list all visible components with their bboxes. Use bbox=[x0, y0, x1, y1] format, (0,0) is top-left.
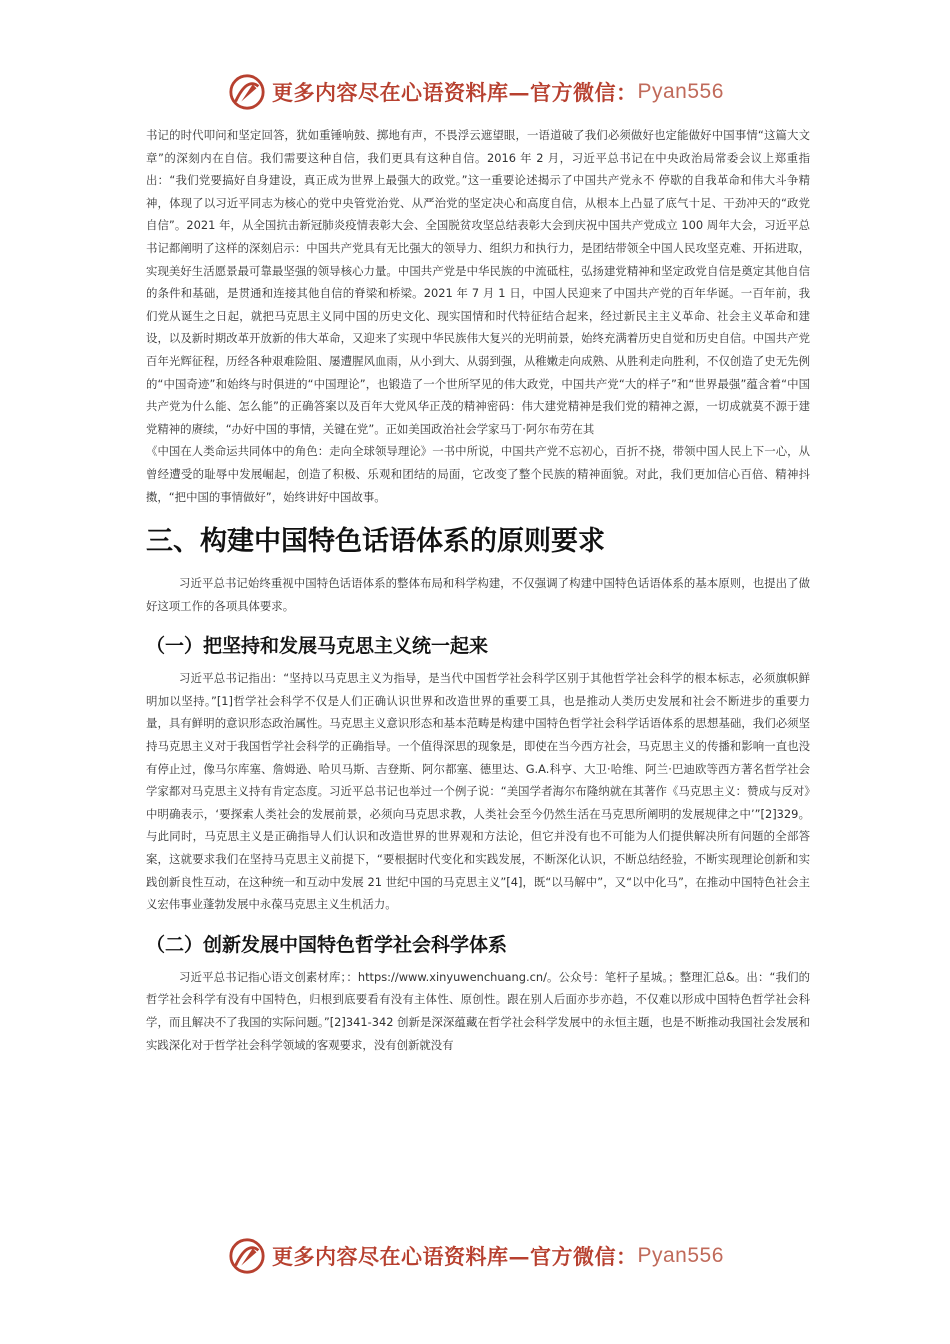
paragraph: 习近平总书记指心语文创素材库；：https://www.xinyuwenchuang.cn/。公众号：笔杆子星城。；整理汇总&。出：“我们的哲学社会科学有没有中国特色，归根到底要看有没有主体性、原创性。跟在别人后面亦步亦趋，不仅难以形成中国特色哲学社会科学，而且解决不了我国的实际问题。”[2]341-342 创新是深深蕴藏在哲学社会科学发展中的永恒主题，也是不断推动我国社会发展和实践深化对于哲学社会科学领域的客观要求，没有创新就没有 bbox=[146, 969, 810, 1052]
subsection-heading: （二）创新发展中国特色哲学社会科学体系 bbox=[146, 933, 508, 956]
logo-icon bbox=[228, 73, 266, 111]
header-watermark-banner bbox=[228, 72, 748, 112]
paragraph: 习近平总书记始终重视中国特色话语体系的整体布局和科学构建，不仅强调了构建中国特色话语体系的基本原则，也提出了做好这项工作的各项具体要求。 bbox=[146, 576, 810, 613]
document-body bbox=[146, 124, 810, 1056]
paragraph: 书记的时代叩问和坚定回答，犹如重锤响鼓、掷地有声，不畏浮云遮望眼，一语道破了我们必须做好也定能做好中国事情“这篇大文章”的深刻内在自信。我们需要这种自信，我们更具有这种自信。2016 年 2 月，习近平总书记在中央政治局常委会议上郑重指出：“我们党要搞好自身建设，真正成为世界上最强大的政党。”这一重要论述揭示了中国共产党永不 停歇的自我革命和伟大斗争精神，体现了以习近平同志为核心的党中央管党治党、从严治党的坚定决心和高度自信，从根本上凸显了底气十足、干劲冲天的“政党自信”。2021 年，从全国抗击新冠肺炎疫情表彰大会、全国脱贫攻坚总结表彰大会到庆祝中国共产党成立 100 周年大会，习近平总书记都阐明了这样的深刻启示：中国共产党具有无比强大的领导力、组织力和执行力，是团结带领全中国人民攻坚克难、开拓进取，实现美好生活愿景最可靠最坚强的领导核心力量。中国共产党是中华民族的中流砥柱，弘扬建党精神和坚定政党自信是奠定其他自信的条件和基础，是贯通和连接其他自信的脊梁和桥梁。2021 年 7 月 1 日，中国人民迎来了中国共产党的百年华诞。一百年前，我们党从诞生之日起，就把马克思主义同中国的历史文化、现实国情和时代特征结合起来，经过新民主主义革命、社会主义革命和建设，以及新时期改革开放新的伟大革命，又迎来了实现中华民族伟大复兴的光明前景，始终充满着历史自觉和历史自信。中国共产党百年光辉征程，历经各种艰难险阻、屡遭腥风血雨，从小到大、从弱到强，从稚嫩走向成熟、从胜利走向胜利，不仅创造了史无先例的“中国奇迹”和始终与时俱进的“中国理论”，也锻造了一个世所罕见的伟大政党，中国共产党“大的样子”和“世界最强”蕴含着“中国共产党为什么能、怎么能”的正确答案以及百年大党风华正茂的精神密码：伟大建党精神是我们党的精神之源，一切成就莫不源于建党精神的赓续，“办好中国的事情，关键在党”。正如美国政治社会学家马丁·阿尔布劳在其 bbox=[146, 128, 810, 436]
subsection-heading: （一）把坚持和发展马克思主义统一起来 bbox=[146, 635, 489, 658]
paragraph: 《中国在人类命运共同体中的角色：走向全球领导理论》一书中所说，中国共产党不忘初心，百折不挠，带领中国人民上下一心，从曾经遭受的耻辱中发展崛起，创造了积极、乐观和团结的局面，它改变了整个民族的精神面貌。对此，我们更加信心百倍、精神抖擞，“把中国的事情做好”，始终讲好中国故事。 bbox=[146, 444, 810, 504]
section-heading: 三、构建中国特色话语体系的原则要求 bbox=[146, 526, 605, 558]
logo-icon bbox=[228, 1237, 266, 1275]
banner-wechat-id: Pyan556 bbox=[637, 80, 724, 103]
footer-watermark-banner bbox=[228, 1236, 748, 1276]
banner-wechat-id: Pyan556 bbox=[637, 1244, 724, 1267]
banner-text: 更多内容尽在心语资料库—官方微信： bbox=[272, 1244, 638, 1269]
paragraph: 习近平总书记指出：“坚持以马克思主义为指导，是当代中国哲学社会科学区别于其他哲学社会科学的根本标志，必须旗帜鲜明加以坚持。”[1]哲学社会科学不仅是人们正确认识世界和改造世界的重要工具，也是推动人类历史发展和社会不断进步的重要力量，具有鲜明的意识形态政治属性。马克思主义意识形态和基本范畴是构建中国特色哲学社会科学话语体系的思想基础，我们必须坚持马克思主义对于我国哲学社会科学的正确指导。一个值得深思的现象是，即使在当今西方社会，马克思主义的传播和影响一直也没有停止过，像马尔库塞、詹姆逊、哈贝马斯、吉登斯、阿尔都塞、德里达、G.A.科亨、大卫·哈维、阿兰·巴迪欧等西方著名哲学社会学家都对马克思主义持有肯定态度。习近平总书记也举过一个例子说：“美国学者海尔布隆纳就在其著作《马克思主义：赞成与反对》中明确表示，‘要探索人类社会的发展前景，必须向马克思求教，人类社会至今仍然生活在马克思所阐明的发展规律之中’”[2]329。与此同时，马克思主义是正确指导人们认识和改造世界的世界观和方法论，但它并没有也不可能为人们提供解决所有问题的全部答案，这就要求我们在坚持马克思主义前提下，“要根据时代变化和实践发展，不断深化认识，不断总结经验，不断实现理论创新和实践创新良性互动，在这种统一和互动中发展 21 世纪中国的马克思主义”[4]，既“以马解中”，又“以中化马”，在推动中国特色社会主义宏伟事业蓬勃发展中永葆马克思主义生机活力。 bbox=[146, 671, 810, 912]
banner-text: 更多内容尽在心语资料库—官方微信： bbox=[272, 80, 638, 105]
